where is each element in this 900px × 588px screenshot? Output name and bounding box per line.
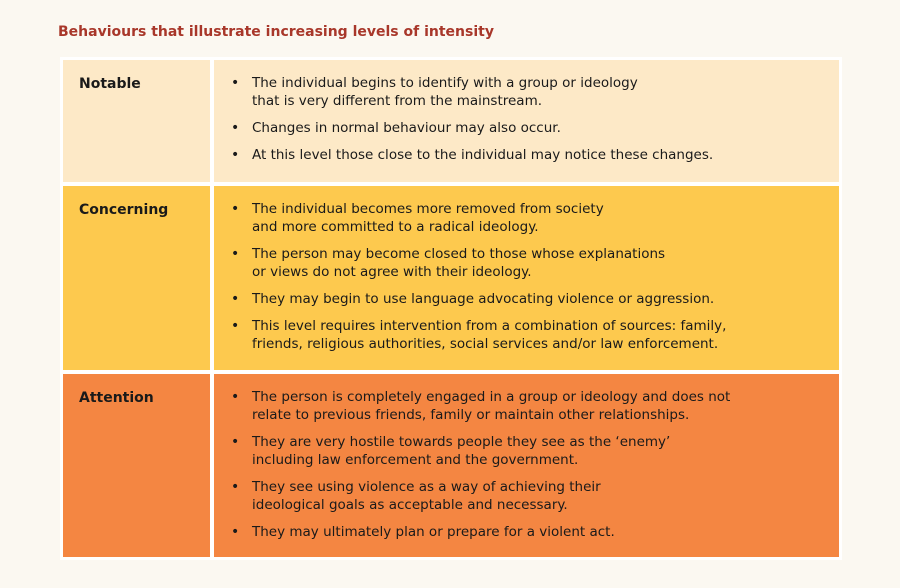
level-content-attention bbox=[214, 374, 839, 557]
level-content-concerning bbox=[214, 186, 839, 370]
bullet-item: • The individual begins to identify with a group or ideology that is very different from the mainstream. bbox=[230, 74, 823, 110]
bullet-item: • The person may become closed to those whose explanations or views do not agree with their ideology. bbox=[230, 245, 823, 281]
bullet-item: • This level requires intervention from a combination of sources: family, friends, religious authorities, social services and/or law enforcement. bbox=[230, 317, 823, 353]
bullet-item: • They may ultimately plan or prepare for a violent act. bbox=[230, 523, 823, 541]
bullet-item: • The person is completely engaged in a group or ideology and does not relate to previous friends, family or maintain other relationships. bbox=[230, 388, 823, 424]
bullet-item: • At this level those close to the individual may notice these changes. bbox=[230, 146, 823, 164]
bullet-item: • They see using violence as a way of achieving their ideological goals as acceptable and necessary. bbox=[230, 478, 823, 514]
level-label-concerning: Concerning bbox=[63, 186, 210, 370]
intensity-table bbox=[60, 57, 842, 560]
bullet-list bbox=[230, 74, 823, 164]
bullet-list bbox=[230, 200, 823, 353]
bullet-item: • Changes in normal behaviour may also occur. bbox=[230, 119, 823, 137]
bullet-list bbox=[230, 388, 823, 541]
page-heading: Behaviours that illustrate increasing levels of intensity bbox=[58, 24, 494, 40]
bullet-item: • They may begin to use language advocating violence or aggression. bbox=[230, 290, 823, 308]
level-label-notable: Notable bbox=[63, 60, 210, 182]
level-content-notable bbox=[214, 60, 839, 182]
level-label-attention: Attention bbox=[63, 374, 210, 557]
bullet-item: • They are very hostile towards people they see as the ‘enemy’ including law enforcement and the government. bbox=[230, 433, 823, 469]
bullet-item: • The individual becomes more removed from society and more committed to a radical ideology. bbox=[230, 200, 823, 236]
